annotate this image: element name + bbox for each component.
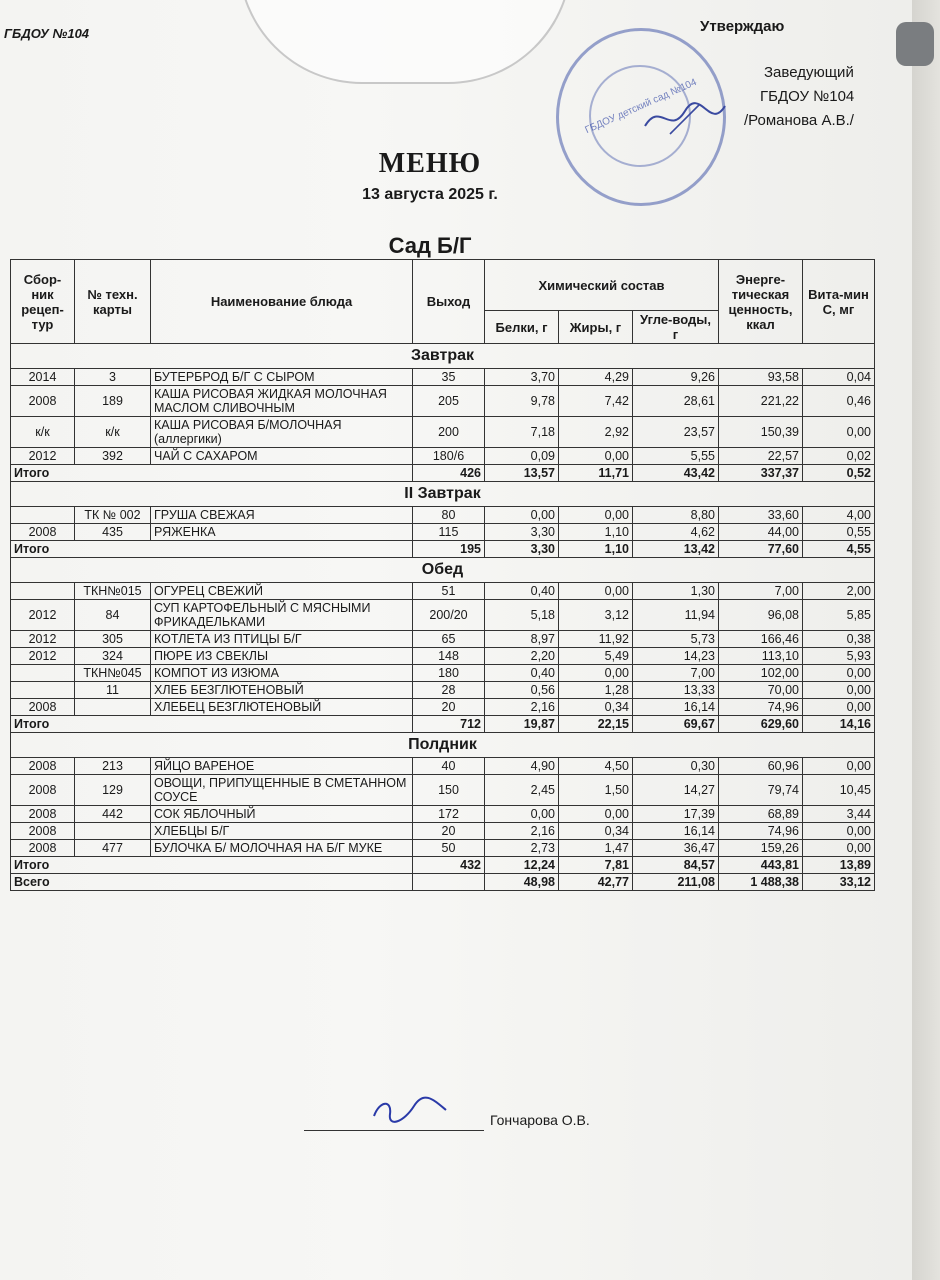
cell-protein: 2,45 [485,775,559,806]
cell-carbs: 1,30 [633,583,719,600]
cell-fat: 0,00 [559,583,633,600]
cell-collection [11,583,75,600]
cell-fat: 1,47 [559,840,633,857]
cell-yield: 28 [413,682,485,699]
cell-carbs: 5,55 [633,448,719,465]
cell-vitc: 0,02 [803,448,875,465]
cell-dish-name: СОК ЯБЛОЧНЫЙ [151,806,413,823]
total-fat: 7,81 [559,857,633,874]
table-row [11,758,875,775]
cell-fat: 2,92 [559,417,633,448]
cell-dish-name: БУЛОЧКА Б/ МОЛОЧНАЯ НА Б/Г МУКЕ [151,840,413,857]
section-title: Полдник [11,733,875,758]
cell-dish-name: КОТЛЕТА ИЗ ПТИЦЫ Б/Г [151,631,413,648]
cell-collection: 2008 [11,840,75,857]
cell-vitc: 0,46 [803,386,875,417]
cell-energy: 79,74 [719,775,803,806]
cell-tech-card: 305 [75,631,151,648]
cell-carbs: 28,61 [633,386,719,417]
cell-protein: 3,30 [485,524,559,541]
grand-total-vitc: 33,12 [803,874,875,891]
total-yield: 432 [413,857,485,874]
total-row [11,541,875,558]
cell-yield: 148 [413,648,485,665]
total-energy: 337,37 [719,465,803,482]
total-protein: 3,30 [485,541,559,558]
cell-protein: 3,70 [485,369,559,386]
cell-collection [11,507,75,524]
cell-tech-card: 442 [75,806,151,823]
header-fat: Жиры, г [559,311,633,344]
cell-energy: 113,10 [719,648,803,665]
cell-energy: 93,58 [719,369,803,386]
cell-tech-card [75,699,151,716]
total-label: Итого [11,857,413,874]
cook-signature [370,1096,450,1126]
cell-protein: 0,00 [485,507,559,524]
cell-vitc: 5,93 [803,648,875,665]
cell-vitc: 0,00 [803,682,875,699]
cell-carbs: 16,14 [633,823,719,840]
grand-total-carbs: 211,08 [633,874,719,891]
cell-dish-name: ЧАЙ С САХАРОМ [151,448,413,465]
cell-fat: 1,50 [559,775,633,806]
header-chem: Химический состав [485,260,719,311]
menu-body [11,344,875,891]
header-energy: Энерге-тическая ценность, ккал [719,260,803,344]
cell-vitc: 10,45 [803,775,875,806]
cell-energy: 102,00 [719,665,803,682]
total-vitc: 14,16 [803,716,875,733]
total-carbs: 43,42 [633,465,719,482]
header-tech-card: № техн. карты [75,260,151,344]
total-yield: 426 [413,465,485,482]
cell-carbs: 16,14 [633,699,719,716]
cell-tech-card: 11 [75,682,151,699]
cell-protein: 0,00 [485,806,559,823]
total-fat: 1,10 [559,541,633,558]
cell-dish-name: КАША РИСОВАЯ ЖИДКАЯ МОЛОЧНАЯ МАСЛОМ СЛИВОЧНЫМ [151,386,413,417]
cell-collection: 2008 [11,386,75,417]
page-title: МЕНЮ [378,148,482,179]
cell-energy: 96,08 [719,600,803,631]
cell-carbs: 8,80 [633,507,719,524]
table-row [11,840,875,857]
cell-tech-card: 3 [75,369,151,386]
cell-vitc: 0,00 [803,699,875,716]
header-dish-name: Наименование блюда [151,260,413,344]
cell-collection: 2008 [11,806,75,823]
stamp-text: ГБДОУ детский сад №104 [583,76,699,137]
cell-protein: 0,09 [485,448,559,465]
cell-dish-name: ХЛЕБЦЫ Б/Г [151,823,413,840]
cell-dish-name: ОГУРЕЦ СВЕЖИЙ [151,583,413,600]
cell-fat: 0,34 [559,699,633,716]
section-title: Завтрак [11,344,875,369]
table-row [11,806,875,823]
cell-collection: 2008 [11,758,75,775]
cell-vitc: 0,00 [803,665,875,682]
cell-tech-card: ТКН№015 [75,583,151,600]
section-row [11,558,875,583]
total-carbs: 13,42 [633,541,719,558]
cell-collection: 2012 [11,448,75,465]
director-signature [640,96,730,140]
cell-tech-card [75,823,151,840]
cell-fat: 1,10 [559,524,633,541]
cell-yield: 205 [413,386,485,417]
head-role: Заведующий [764,64,854,81]
cell-protein: 8,97 [485,631,559,648]
grand-total-fat: 42,77 [559,874,633,891]
cell-tech-card: 477 [75,840,151,857]
cell-protein: 5,18 [485,600,559,631]
cell-protein: 9,78 [485,386,559,417]
cell-fat: 0,00 [559,448,633,465]
cell-carbs: 36,47 [633,840,719,857]
cell-vitc: 0,38 [803,631,875,648]
cell-dish-name: ОВОЩИ, ПРИПУЩЕННЫЕ В СМЕТАННОМ СОУСЕ [151,775,413,806]
cell-energy: 7,00 [719,583,803,600]
cell-carbs: 5,73 [633,631,719,648]
total-fat: 22,15 [559,716,633,733]
cell-carbs: 14,23 [633,648,719,665]
grand-total-row [11,874,875,891]
cell-collection: 2008 [11,823,75,840]
cell-energy: 221,22 [719,386,803,417]
cell-fat: 0,00 [559,665,633,682]
cell-fat: 1,28 [559,682,633,699]
cell-yield: 200 [413,417,485,448]
head-name: /Романова А.В./ [744,112,854,129]
cell-yield: 51 [413,583,485,600]
total-protein: 19,87 [485,716,559,733]
cell-vitc: 0,00 [803,840,875,857]
cell-carbs: 11,94 [633,600,719,631]
cell-fat: 7,42 [559,386,633,417]
cell-vitc: 0,00 [803,758,875,775]
cell-collection: 2012 [11,648,75,665]
cell-carbs: 23,57 [633,417,719,448]
cell-yield: 35 [413,369,485,386]
grand-total-protein: 48,98 [485,874,559,891]
magnet [896,22,934,66]
cell-protein: 0,56 [485,682,559,699]
cell-vitc: 3,44 [803,806,875,823]
cell-protein: 2,20 [485,648,559,665]
cell-carbs: 0,30 [633,758,719,775]
header-vitc: Вита-мин С, мг [803,260,875,344]
total-vitc: 13,89 [803,857,875,874]
table-row [11,631,875,648]
table-row [11,823,875,840]
total-fat: 11,71 [559,465,633,482]
cell-protein: 2,16 [485,823,559,840]
table-row [11,775,875,806]
header-protein: Белки, г [485,311,559,344]
cell-collection [11,665,75,682]
table-row [11,682,875,699]
cell-energy: 150,39 [719,417,803,448]
cell-dish-name: БУТЕРБРОД Б/Г С СЫРОМ [151,369,413,386]
cell-yield: 20 [413,823,485,840]
cell-collection: 2008 [11,699,75,716]
menu-date: 13 августа 2025 г. [362,186,498,203]
cell-fat: 4,29 [559,369,633,386]
table-row [11,583,875,600]
total-vitc: 0,52 [803,465,875,482]
cell-dish-name: ХЛЕБЕЦ БЕЗГЛЮТЕНОВЫЙ [151,699,413,716]
cell-energy: 74,96 [719,823,803,840]
grand-total-label: Всего [11,874,413,891]
cell-collection: 2012 [11,631,75,648]
section-title: Обед [11,558,875,583]
head-org: ГБДОУ №104 [760,88,855,105]
total-carbs: 69,67 [633,716,719,733]
cell-dish-name: ПЮРЕ ИЗ СВЕКЛЫ [151,648,413,665]
cell-yield: 150 [413,775,485,806]
cell-energy: 33,60 [719,507,803,524]
cell-carbs: 17,39 [633,806,719,823]
cell-dish-name: ГРУША СВЕЖАЯ [151,507,413,524]
section-title: II Завтрак [11,482,875,507]
cell-collection: 2008 [11,775,75,806]
total-label: Итого [11,541,413,558]
cell-tech-card: 324 [75,648,151,665]
cell-tech-card: ТКН№045 [75,665,151,682]
cell-tech-card: 392 [75,448,151,465]
total-protein: 13,57 [485,465,559,482]
cell-collection: 2008 [11,524,75,541]
cell-protein: 2,73 [485,840,559,857]
cell-vitc: 2,00 [803,583,875,600]
grand-total-yield [413,874,485,891]
total-label: Итого [11,716,413,733]
cell-yield: 172 [413,806,485,823]
cell-vitc: 0,04 [803,369,875,386]
cell-carbs: 4,62 [633,524,719,541]
cell-fat: 0,00 [559,507,633,524]
cell-dish-name: ХЛЕБ БЕЗГЛЮТЕНОВЫЙ [151,682,413,699]
cell-energy: 22,57 [719,448,803,465]
cell-vitc: 0,55 [803,524,875,541]
total-label: Итого [11,465,413,482]
cell-fat: 0,34 [559,823,633,840]
header-carbs: Угле-воды, г [633,311,719,344]
grand-total-energy: 1 488,38 [719,874,803,891]
total-row [11,465,875,482]
cell-fat: 0,00 [559,806,633,823]
cell-dish-name: РЯЖЕНКА [151,524,413,541]
cell-energy: 74,96 [719,699,803,716]
table-row [11,699,875,716]
total-protein: 12,24 [485,857,559,874]
table-row [11,524,875,541]
total-row [11,716,875,733]
cell-vitc: 0,00 [803,417,875,448]
cell-collection: 2014 [11,369,75,386]
total-vitc: 4,55 [803,541,875,558]
cell-fat: 3,12 [559,600,633,631]
menu-table [10,259,875,891]
cell-protein: 2,16 [485,699,559,716]
cell-carbs: 13,33 [633,682,719,699]
cell-energy: 159,26 [719,840,803,857]
cell-tech-card: 84 [75,600,151,631]
cell-yield: 40 [413,758,485,775]
cell-energy: 68,89 [719,806,803,823]
section-row [11,733,875,758]
cell-tech-card: ТК № 002 [75,507,151,524]
cell-energy: 44,00 [719,524,803,541]
cell-vitc: 0,00 [803,823,875,840]
cell-carbs: 7,00 [633,665,719,682]
cell-collection: к/к [11,417,75,448]
total-row [11,857,875,874]
table-row [11,648,875,665]
cell-yield: 200/20 [413,600,485,631]
cell-tech-card: 129 [75,775,151,806]
table-row [11,600,875,631]
total-yield: 712 [413,716,485,733]
cell-vitc: 4,00 [803,507,875,524]
total-yield: 195 [413,541,485,558]
section-row [11,344,875,369]
cell-dish-name: СУП КАРТОФЕЛЬНЫЙ С МЯСНЫМИ ФРИКАДЕЛЬКАМИ [151,600,413,631]
menu-group: Сад Б/Г [388,233,472,258]
cell-protein: 4,90 [485,758,559,775]
table-row [11,507,875,524]
cell-collection [11,682,75,699]
section-row [11,482,875,507]
total-energy: 629,60 [719,716,803,733]
cell-tech-card: 213 [75,758,151,775]
table-row [11,448,875,465]
cell-dish-name: КАША РИСОВАЯ Б/МОЛОЧНАЯ (аллергики) [151,417,413,448]
table-row [11,386,875,417]
org-top-left: ГБДОУ №104 [4,26,90,41]
cell-energy: 70,00 [719,682,803,699]
cell-yield: 180/6 [413,448,485,465]
signature-line [304,1130,484,1131]
header-collection: Сбор-ник рецеп-тур [11,260,75,344]
cell-tech-card: 435 [75,524,151,541]
cell-protein: 0,40 [485,665,559,682]
footer-name: Гончарова О.В. [490,1112,590,1128]
total-carbs: 84,57 [633,857,719,874]
table-row [11,665,875,682]
cell-dish-name: ЯЙЦО ВАРЕНОЕ [151,758,413,775]
cell-energy: 60,96 [719,758,803,775]
cell-protein: 7,18 [485,417,559,448]
cell-yield: 180 [413,665,485,682]
header-yield: Выход [413,260,485,344]
cell-fat: 5,49 [559,648,633,665]
cell-fat: 11,92 [559,631,633,648]
cell-tech-card: 189 [75,386,151,417]
cell-collection: 2012 [11,600,75,631]
cell-yield: 115 [413,524,485,541]
cell-tech-card: к/к [75,417,151,448]
cell-carbs: 14,27 [633,775,719,806]
cell-yield: 80 [413,507,485,524]
wall-edge [912,0,940,1280]
table-row [11,417,875,448]
total-energy: 77,60 [719,541,803,558]
cell-protein: 0,40 [485,583,559,600]
cell-vitc: 5,85 [803,600,875,631]
cell-dish-name: КОМПОТ ИЗ ИЗЮМА [151,665,413,682]
table-row [11,369,875,386]
cell-yield: 50 [413,840,485,857]
cell-yield: 20 [413,699,485,716]
cell-fat: 4,50 [559,758,633,775]
cell-yield: 65 [413,631,485,648]
cell-energy: 166,46 [719,631,803,648]
total-energy: 443,81 [719,857,803,874]
approve-label: Утверждаю [700,18,785,35]
cell-carbs: 9,26 [633,369,719,386]
